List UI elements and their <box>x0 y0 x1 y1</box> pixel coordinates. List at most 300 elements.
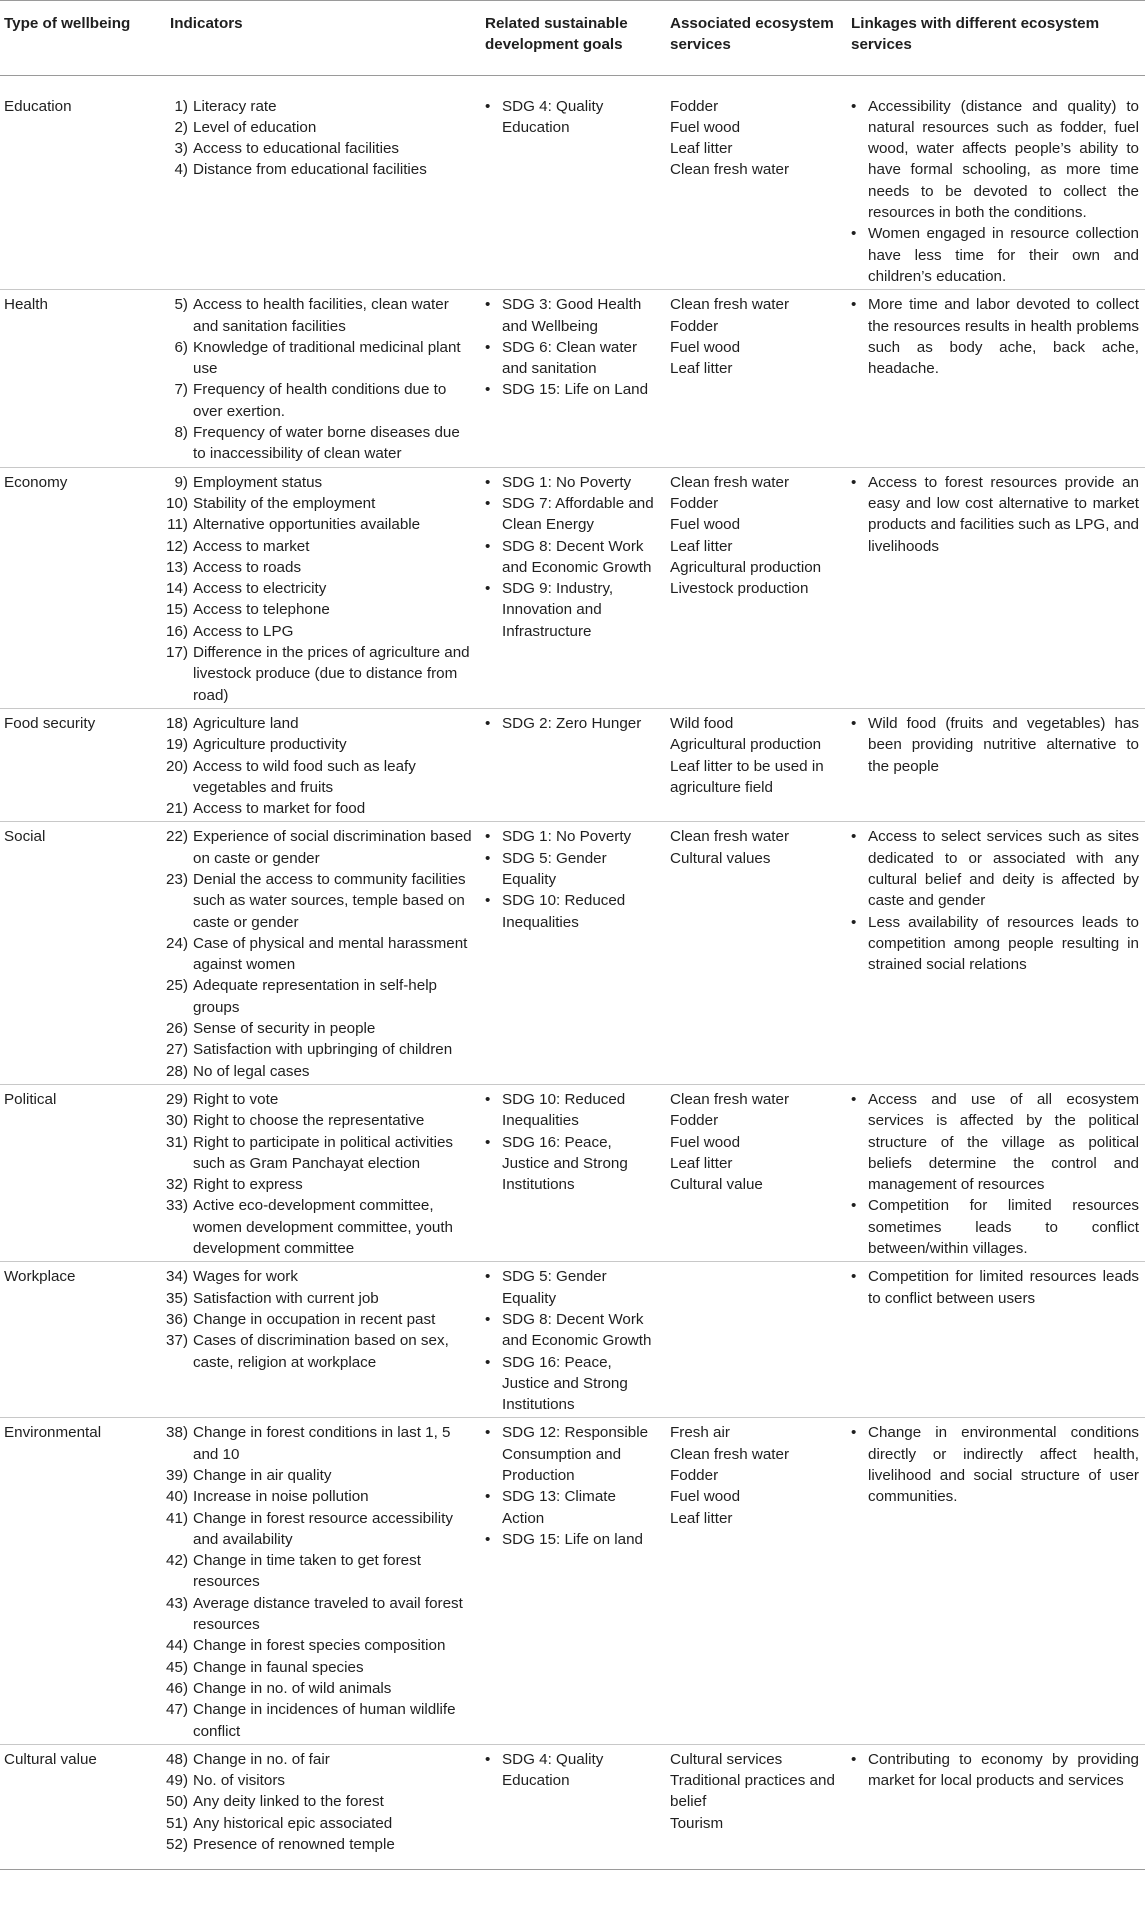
bullet-icon: • <box>485 1133 491 1151</box>
sdg-cell <box>481 1418 666 1744</box>
indicator-item <box>164 1465 475 1486</box>
sdg-text: SDG 10: Reduced Inequalities <box>502 892 626 931</box>
sdg-list <box>485 1749 660 1792</box>
sdg-item <box>485 890 660 933</box>
indicator-number: 9) <box>174 473 188 491</box>
sdg-cell <box>481 1262 666 1418</box>
service-item: Tourism <box>670 1814 724 1832</box>
sdg-item <box>485 472 660 493</box>
indicator-item <box>164 578 475 599</box>
indicator-number: 51) <box>166 1814 188 1832</box>
sdg-cell <box>481 708 666 821</box>
services-cell <box>666 1418 847 1744</box>
linkages-cell <box>847 1418 1145 1744</box>
sdg-list <box>485 713 660 734</box>
indicator-item <box>164 294 475 337</box>
linkage-list <box>851 1749 1139 1792</box>
header-row <box>0 1 1145 76</box>
indicator-item <box>164 1635 475 1656</box>
indicator-text: Average distance traveled to avail forest resources <box>193 1594 463 1634</box>
bullet-icon: • <box>851 1750 857 1768</box>
indicators-cell <box>160 1418 481 1744</box>
bullet-icon: • <box>851 1090 857 1108</box>
indicator-text: Right to choose the representative <box>193 1112 425 1130</box>
indicator-item <box>164 1813 475 1834</box>
service-item: Livestock production <box>670 580 809 598</box>
indicator-text: Change in no. of wild animals <box>193 1679 392 1697</box>
sdg-list <box>485 294 660 400</box>
indicator-number: 5) <box>174 296 188 314</box>
sdg-text: SDG 4: Quality Education <box>502 1750 604 1790</box>
indicator-text: Access to LPG <box>193 622 294 640</box>
table-row <box>0 1418 1145 1744</box>
indicator-item <box>164 117 475 138</box>
indicator-item <box>164 536 475 557</box>
table-row <box>0 290 1145 467</box>
linkages-cell <box>847 290 1145 467</box>
indicator-text: Access to roads <box>193 558 302 576</box>
services-cell <box>666 467 847 708</box>
service-item: Leaf litter <box>670 1509 733 1527</box>
wellbeing-type: Education <box>4 97 72 115</box>
indicator-number: 52) <box>166 1836 188 1854</box>
indicator-item <box>164 1791 475 1812</box>
sdg-item <box>485 1529 660 1550</box>
indicator-item <box>164 734 475 755</box>
indicator-item <box>164 1699 475 1742</box>
indicator-number: 20) <box>166 757 188 775</box>
indicator-text: Any historical epic associated <box>193 1814 393 1832</box>
linkage-list <box>851 713 1139 777</box>
indicator-text: Change in incidences of human wildlife conflict <box>193 1701 456 1740</box>
indicator-number: 23) <box>166 870 188 888</box>
indicator-item <box>164 1593 475 1636</box>
indicator-item <box>164 1132 475 1175</box>
indicator-number: 18) <box>166 714 188 732</box>
indicator-item <box>164 159 475 180</box>
indicator-number: 8) <box>174 424 188 442</box>
header-linkages: Linkages with different ecosystem services <box>851 15 1100 54</box>
indicator-number: 47) <box>166 1701 188 1719</box>
indicator-item <box>164 1749 475 1770</box>
linkages-cell <box>847 822 1145 1085</box>
table-row <box>0 822 1145 1085</box>
indicator-text: Right to vote <box>193 1090 279 1108</box>
wellbeing-type: Economy <box>4 473 68 491</box>
linkage-text: More time and labor devoted to collect the resources results in health problems such as body ache, back ache, headache. <box>868 296 1139 378</box>
indicator-text: Presence of renowned temple <box>193 1836 395 1854</box>
sdg-item <box>485 578 660 642</box>
table-row <box>0 467 1145 708</box>
indicator-item <box>164 1089 475 1110</box>
indicator-text: No. of visitors <box>193 1772 285 1790</box>
linkage-item <box>851 1089 1139 1195</box>
indicator-item <box>164 1770 475 1791</box>
sdg-text: SDG 1: No Poverty <box>502 473 632 491</box>
linkage-item <box>851 1749 1139 1792</box>
indicator-item <box>164 1486 475 1507</box>
linkage-list <box>851 294 1139 379</box>
indicator-item <box>164 493 475 514</box>
indicator-item <box>164 869 475 933</box>
linkage-item <box>851 294 1139 379</box>
indicator-text: Access to health facilities, clean water and sanitation facilities <box>193 296 449 335</box>
indicator-list <box>164 1749 475 1855</box>
indicator-list <box>164 1422 475 1741</box>
indicator-text: Access to electricity <box>193 580 327 598</box>
linkage-text: Accessibility (distance and quality) to natural resources such as fodder, fuel wood, water affects people’s ability to have formal schooling, as more time needs to be devoted to collect the resources in both the conditions. <box>868 97 1139 222</box>
service-item: Wild food <box>670 714 734 732</box>
service-item: Fodder <box>670 97 719 115</box>
sdg-text: SDG 8: Decent Work and Economic Growth <box>502 1310 652 1350</box>
indicator-text: Change in forest conditions in last 1, 5 and 10 <box>193 1424 451 1463</box>
bullet-icon: • <box>851 1424 857 1442</box>
indicator-number: 43) <box>166 1594 188 1612</box>
indicator-number: 4) <box>174 161 188 179</box>
indicator-text: Access to telephone <box>193 601 330 619</box>
bullet-icon: • <box>485 828 491 846</box>
indicator-text: Access to market for food <box>193 800 366 818</box>
indicator-number: 45) <box>166 1658 188 1676</box>
indicator-text: Employment status <box>193 473 323 491</box>
indicator-text: Knowledge of traditional medicinal plant use <box>193 338 461 378</box>
indicators-cell <box>160 708 481 821</box>
bullet-icon: • <box>485 97 491 115</box>
linkage-item <box>851 223 1139 287</box>
service-item: Agricultural production <box>670 736 822 754</box>
sdg-text: SDG 3: Good Health and Wellbeing <box>502 296 642 335</box>
bullet-icon: • <box>851 828 857 846</box>
indicator-number: 7) <box>174 381 188 399</box>
indicator-number: 21) <box>166 800 188 818</box>
indicator-number: 46) <box>166 1679 188 1697</box>
sdg-text: SDG 15: Life on land <box>502 1530 643 1548</box>
indicator-item <box>164 1266 475 1287</box>
bullet-icon: • <box>485 1424 491 1442</box>
linkage-text: Women engaged in resource collection have less time for their own and children’s education. <box>868 225 1139 285</box>
indicator-text: Right to express <box>193 1176 303 1194</box>
linkage-text: Wild food (fruits and vegetables) has been providing nutritive alternative to the people <box>868 714 1139 775</box>
header-sdgs: Related sustainable development goals <box>485 15 628 54</box>
sdg-item <box>485 1266 660 1309</box>
linkage-text: Access to forest resources provide an easy and low cost alternative to market products and facilities such as LPG, and livelihoods <box>868 473 1139 555</box>
sdg-item <box>485 713 660 734</box>
sdg-item <box>485 1749 660 1792</box>
sdg-item <box>485 337 660 380</box>
indicator-text: Increase in noise pollution <box>193 1488 369 1506</box>
wellbeing-type: Political <box>4 1090 57 1108</box>
indicator-number: 19) <box>166 736 188 754</box>
bullet-icon: • <box>851 225 857 243</box>
sdg-text: SDG 12: Responsible Consumption and Production <box>502 1424 649 1484</box>
sdg-cell <box>481 822 666 1085</box>
indicator-number: 41) <box>166 1509 188 1527</box>
linkages-cell <box>847 1744 1145 1869</box>
services-cell <box>666 1262 847 1418</box>
indicator-item <box>164 756 475 799</box>
sdg-item <box>485 1089 660 1132</box>
indicator-text: Active eco-development committee, women development committee, youth development committee <box>193 1197 454 1258</box>
indicator-number: 25) <box>166 977 188 995</box>
indicator-item <box>164 621 475 642</box>
indicator-text: Case of physical and mental harassment against women <box>193 934 468 974</box>
wellbeing-type: Cultural value <box>4 1750 97 1768</box>
table-row <box>0 1744 1145 1869</box>
indicator-item <box>164 472 475 493</box>
indicator-item <box>164 713 475 734</box>
indicator-list <box>164 472 475 706</box>
linkage-text: Competition for limited resources leads to conflict between users <box>868 1268 1139 1307</box>
services-cell <box>666 290 847 467</box>
indicator-number: 30) <box>166 1112 188 1130</box>
sdg-list <box>485 1266 660 1415</box>
indicators-cell <box>160 822 481 1085</box>
services-cell <box>666 708 847 821</box>
indicator-text: Frequency of water borne diseases due to inaccessibility of clean water <box>193 424 460 463</box>
sdg-cell <box>481 1744 666 1869</box>
indicator-item <box>164 1309 475 1330</box>
indicator-text: Change in occupation in recent past <box>193 1310 436 1328</box>
bullet-icon: • <box>485 1750 491 1768</box>
indicator-number: 44) <box>166 1637 188 1655</box>
bullet-icon: • <box>485 1090 491 1108</box>
linkage-text: Less availability of resources leads to competition among people resulting in strained social relations <box>868 913 1139 974</box>
indicator-number: 50) <box>166 1793 188 1811</box>
wellbeing-type: Environmental <box>4 1424 102 1442</box>
indicator-item <box>164 1061 475 1082</box>
service-item: Traditional practices and belief <box>670 1772 835 1811</box>
bullet-icon: • <box>485 1268 491 1286</box>
indicators-cell <box>160 75 481 290</box>
sdg-text: SDG 15: Life on Land <box>502 381 649 399</box>
indicator-number: 48) <box>166 1750 188 1768</box>
indicator-text: Level of education <box>193 118 317 136</box>
sdg-text: SDG 10: Reduced Inequalities <box>502 1090 626 1130</box>
sdg-list <box>485 472 660 642</box>
sdg-item <box>485 1422 660 1486</box>
indicator-item <box>164 1678 475 1699</box>
indicator-number: 17) <box>166 644 188 662</box>
indicator-text: Access to market <box>193 537 310 555</box>
indicator-number: 13) <box>166 558 188 576</box>
service-item: Leaf litter <box>670 140 733 158</box>
indicator-item <box>164 1110 475 1131</box>
sdg-text: SDG 16: Peace, Justice and Strong Institutions <box>502 1353 628 1414</box>
services-cell <box>666 75 847 290</box>
sdg-item <box>485 493 660 536</box>
bullet-icon: • <box>485 473 491 491</box>
indicator-item <box>164 514 475 535</box>
indicator-item <box>164 138 475 159</box>
service-item: Clean fresh water <box>670 161 790 179</box>
linkage-item <box>851 1195 1139 1259</box>
service-item: Cultural services <box>670 1750 783 1768</box>
bullet-icon: • <box>485 338 491 356</box>
indicator-text: Satisfaction with current job <box>193 1289 379 1307</box>
linkage-list <box>851 1266 1139 1309</box>
table-row <box>0 75 1145 290</box>
indicator-text: Frequency of health conditions due to over exertion. <box>193 381 447 420</box>
sdg-item <box>485 379 660 400</box>
sdg-text: SDG 7: Affordable and Clean Energy <box>502 494 654 534</box>
indicator-text: Change in faunal species <box>193 1658 364 1676</box>
indicator-text: Experience of social discrimination based on caste or gender <box>193 828 472 867</box>
sdg-item <box>485 536 660 579</box>
linkage-list <box>851 1422 1139 1507</box>
service-item: Agricultural production <box>670 558 822 576</box>
service-item: Fuel wood <box>670 1488 741 1506</box>
sdg-text: SDG 1: No Poverty <box>502 828 632 846</box>
service-item: Fuel wood <box>670 1133 741 1151</box>
linkage-text: Access to select services such as sites dedicated to or associated with any cultural belief and deity is affected by caste and gender <box>868 828 1139 910</box>
indicator-list <box>164 713 475 819</box>
indicators-cell <box>160 1744 481 1869</box>
indicator-text: Right to participate in political activities such as Gram Panchayat election <box>193 1133 453 1172</box>
linkages-cell <box>847 75 1145 290</box>
indicator-text: Change in no. of fair <box>193 1750 330 1768</box>
service-item: Leaf litter <box>670 537 733 555</box>
services-cell <box>666 1744 847 1869</box>
bullet-icon: • <box>851 913 857 931</box>
sdg-item <box>485 1309 660 1352</box>
bullet-icon: • <box>485 1530 491 1548</box>
bullet-icon: • <box>485 494 491 512</box>
linkage-item <box>851 826 1139 911</box>
table-row <box>0 1084 1145 1261</box>
bullet-icon: • <box>485 714 491 732</box>
indicator-item <box>164 1834 475 1855</box>
indicator-item <box>164 557 475 578</box>
indicator-number: 40) <box>166 1488 188 1506</box>
service-item: Cultural values <box>670 849 771 867</box>
sdg-item <box>485 848 660 891</box>
indicator-text: Difference in the prices of agriculture and livestock produce (due to distance from road) <box>193 644 470 704</box>
wellbeing-type: Workplace <box>4 1268 76 1286</box>
linkages-cell <box>847 467 1145 708</box>
sdg-text: SDG 16: Peace, Justice and Strong Institutions <box>502 1133 628 1194</box>
linkage-text: Competition for limited resources sometimes leads to conflict between/within villages. <box>868 1197 1139 1258</box>
service-item: Clean fresh water <box>670 1090 790 1108</box>
service-item: Fodder <box>670 494 719 512</box>
linkage-text: Access and use of all ecosystem services is affected by the political structure of the village as political beliefs determine the control and management of resources <box>868 1090 1139 1194</box>
indicator-number: 38) <box>166 1424 188 1442</box>
indicator-item <box>164 1657 475 1678</box>
sdg-cell <box>481 1084 666 1261</box>
bullet-icon: • <box>851 714 857 732</box>
indicator-number: 11) <box>167 516 188 534</box>
indicator-text: Cases of discrimination based on sex, caste, religion at workplace <box>193 1332 449 1371</box>
linkage-item <box>851 1266 1139 1309</box>
indicator-number: 12) <box>166 537 188 555</box>
indicator-number: 42) <box>166 1552 188 1570</box>
indicators-cell <box>160 290 481 467</box>
service-item: Fuel wood <box>670 118 741 136</box>
indicator-number: 26) <box>166 1020 188 1038</box>
sdg-item <box>485 1486 660 1529</box>
service-item: Fodder <box>670 317 719 335</box>
indicator-item <box>164 642 475 706</box>
indicator-text: No of legal cases <box>193 1062 310 1080</box>
indicator-number: 49) <box>166 1772 188 1790</box>
indicator-list <box>164 294 475 464</box>
bullet-icon: • <box>851 296 857 314</box>
table-row <box>0 708 1145 821</box>
sdg-text: SDG 13: Climate Action <box>502 1488 616 1527</box>
linkage-item <box>851 713 1139 777</box>
linkage-list <box>851 96 1139 288</box>
indicator-number: 36) <box>166 1310 188 1328</box>
bullet-icon: • <box>851 1268 857 1286</box>
bullet-icon: • <box>485 1310 491 1328</box>
header-type: Type of wellbeing <box>4 15 131 32</box>
sdg-list <box>485 1422 660 1550</box>
indicator-text: Access to wild food such as leafy vegetables and fruits <box>193 757 416 796</box>
service-item: Clean fresh water <box>670 1445 790 1463</box>
indicator-number: 10) <box>166 494 188 512</box>
indicator-number: 39) <box>166 1467 188 1484</box>
indicator-text: Wages for work <box>193 1268 298 1286</box>
bullet-icon: • <box>485 849 491 867</box>
indicator-item <box>164 1330 475 1373</box>
indicator-text: Change in air quality <box>193 1467 332 1484</box>
indicator-number: 33) <box>166 1197 188 1215</box>
service-item: Clean fresh water <box>670 828 790 846</box>
bullet-icon: • <box>851 473 857 491</box>
indicator-number: 22) <box>166 828 188 846</box>
service-item: Leaf litter to be used in agriculture field <box>670 757 824 796</box>
indicator-item <box>164 379 475 422</box>
indicator-number: 35) <box>166 1289 188 1307</box>
indicator-item <box>164 798 475 819</box>
indicator-number: 31) <box>166 1133 188 1151</box>
indicator-number: 1) <box>174 97 188 115</box>
linkages-cell <box>847 1084 1145 1261</box>
service-item: Fuel wood <box>670 516 741 534</box>
indicator-number: 32) <box>166 1176 188 1194</box>
header-indicators: Indicators <box>170 15 243 32</box>
indicator-text: Alternative opportunities available <box>193 516 421 534</box>
sdg-text: SDG 5: Gender Equality <box>502 1268 607 1307</box>
linkage-list <box>851 1089 1139 1259</box>
table-row <box>0 1262 1145 1418</box>
sdg-cell <box>481 467 666 708</box>
indicator-text: Access to educational facilities <box>193 140 399 158</box>
wellbeing-type: Food security <box>4 714 96 732</box>
bullet-icon: • <box>485 537 491 555</box>
service-item: Clean fresh water <box>670 473 790 491</box>
indicator-item <box>164 1174 475 1195</box>
indicator-text: Denial the access to community facilities such as water sources, temple based on caste or gender <box>193 870 466 931</box>
service-item: Cultural value <box>670 1176 763 1194</box>
indicator-number: 37) <box>166 1332 188 1350</box>
wellbeing-type: Social <box>4 828 46 846</box>
linkage-item <box>851 912 1139 976</box>
sdg-list <box>485 1089 660 1195</box>
services-cell <box>666 1084 847 1261</box>
service-item: Fuel wood <box>670 338 741 356</box>
indicator-number: 24) <box>166 934 188 952</box>
indicator-text: Agriculture productivity <box>193 736 347 754</box>
sdg-text: SDG 4: Quality Education <box>502 97 604 136</box>
service-item: Leaf litter <box>670 1154 733 1172</box>
linkage-text: Change in environmental conditions directly or indirectly affect health, livelihood and social structure of user communities. <box>868 1424 1139 1506</box>
service-item: Fodder <box>670 1112 719 1130</box>
indicator-item <box>164 1039 475 1060</box>
indicator-item <box>164 422 475 465</box>
indicator-number: 14) <box>166 580 188 598</box>
sdg-cell <box>481 290 666 467</box>
bullet-icon: • <box>485 381 491 399</box>
